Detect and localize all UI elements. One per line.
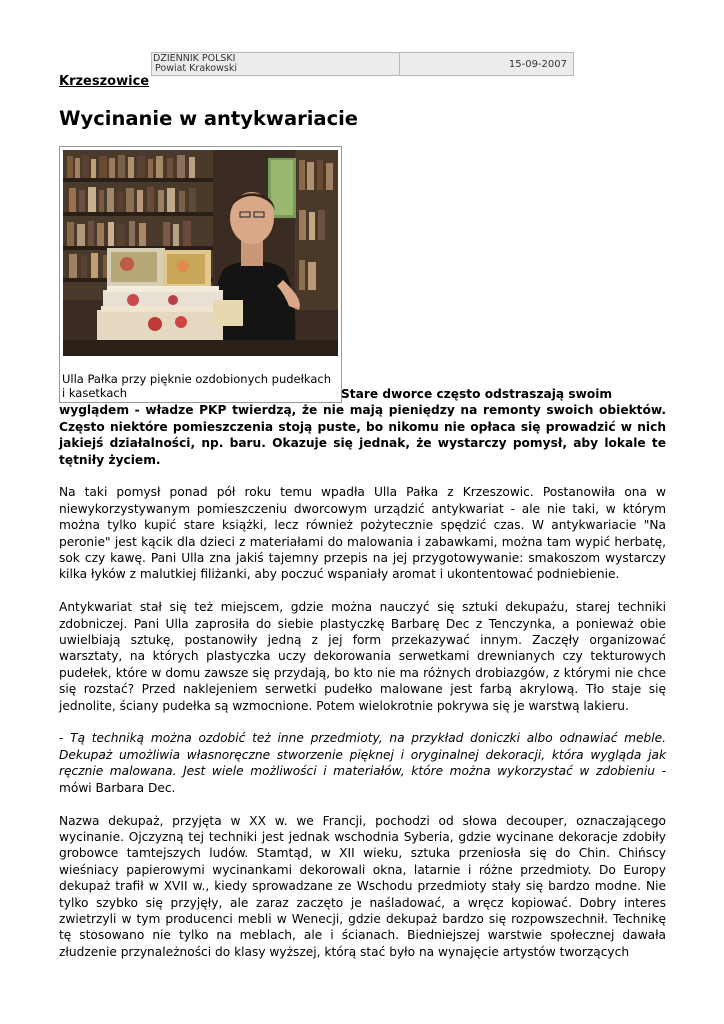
- article-title: Wycinanie w antykwariacie: [59, 107, 359, 130]
- newspaper-name: DZIENNIK POLSKI: [153, 53, 236, 64]
- article-photo: [63, 150, 338, 356]
- source-info: [152, 53, 400, 75]
- source-header: [151, 52, 574, 76]
- lead-paragraph: [59, 386, 666, 468]
- quote-paragraph: [59, 730, 666, 796]
- article-body: [59, 386, 666, 977]
- quote-attribution: mówi Barbara Dec.: [59, 780, 176, 795]
- lead-text: wyglądem - władze PKP twierdzą, że nie mają pieniędzy na remonty swoich obiektów. Często niektóre pomieszczenia stoją puste, bo nikomu nie opłaca się prowadzić w nich jakiejś działalności, np. baru. Okazuje się jednak, że wystarczy pomysł, aby lokale te tętniły życiem.: [59, 403, 666, 467]
- article-figure: [59, 146, 342, 403]
- paragraph-3: Nazwa dekupaż, przyjęta w XX w. we Francji, pochodzi od słowa decouper, oznaczającego wycinanie. Ojczyzną tej techniki jest jednak wschodnia Syberia, gdzie wycinane dekoracje zdobiły grobowce tamtejszych ludów. Stamtąd, w XII wieku, sztuka przeniosła się do Chin. Chińscy wieśniacy papierowymi wycinankami dekorowali okna, latarnie i różne przedmioty. Do Europy dekupaż trafił w XVII w., kiedy sprowadzane ze Wschodu przedmioty stały się bardzo modne. Nie tylko szybko się przyjęły, ale zaraz zaczęto je naśladować, a wręcz kopiować. Dobry interes zwietrzyli w tym producenci mebli w Wenecji, gdzie dekupaż bardzo się rozpowszechnił. Technikę tę stosowano nie tylko na meblach, ale i ścianach. Biedniejszej warstwie społecznej dawała złudzenie przynależności do klasy wyższej, którą stać było na wynajęcie artystów tworzących: [59, 813, 666, 959]
- region-name: Powiat Krakowski: [155, 63, 237, 74]
- figure-caption: Ulla Pałka przy pięknie ozdobionych pudełkach i kasetkach: [62, 372, 332, 400]
- paragraph-1: Na taki pomysł ponad pół roku temu wpadła Ulla Pałka z Krzeszowic. Postanowiła ona w niewykorzystywanym pomieszczeniu dworcowym urządzić antykwariat - ale nie taki, w którym można tylko kupić stare książki, lecz również pożytecznie spędzić czas. W antykwariacie "Na peronie" jest kącik dla dzieci z materiałami do malowania i zabawkami, można tam wypić herbatę, sok czy kawę. Pani Ulla zna jakiś tajemny przepis na jej przygotowywanie: smakoszom wystarczy kilka łyków z malutkiej filiżanki, aby poczuć wspaniały aromat i ukontentować podniebienie.: [59, 485, 666, 582]
- quote-text: - Tą techniką można ozdobić też inne przedmioty, na przykład doniczki albo odnawiać meble. Dekupaż umożliwia własnoręczne stworzenie pięknej i oryginalnej dekoracji, która wygląda jak ręcznie malowana. Jest wiele możliwości i materiałów, które można wykorzystać w zdobieniu -: [59, 731, 666, 779]
- section-label: Krzeszowice: [59, 74, 150, 89]
- paragraph-2: Antykwariat stał się też miejscem, gdzie można nauczyć się sztuki dekupażu, starej techniki zdobniczej. Pani Ulla zaprosiła do siebie plastyczkę Barbarę Dec z Tenczynka, a ponieważ obie uwielbiają sztukę, postanowiły jedną z jej form przekazywać innym. Zaczęły organizować warsztaty, na których plastyczka uczy dekorowania serwetkami drewnianych czy tekturowych pudełek, które w domu zawsze się przydają, bo kto nie ma różnych drobiazgów, z którymi nie chce się rozstać? Przed naklejeniem serwetki pudełko malowane jest farbą akrylową. Tło staje się jednolite, ściany pudełka są wzmocnione. Potem wielokrotnie pokrywa się je warstwą lakieru.: [59, 600, 666, 713]
- lead-first-line: Stare dworce często odstraszają swoim: [341, 387, 613, 401]
- publication-date: 15-09-2007: [508, 59, 567, 70]
